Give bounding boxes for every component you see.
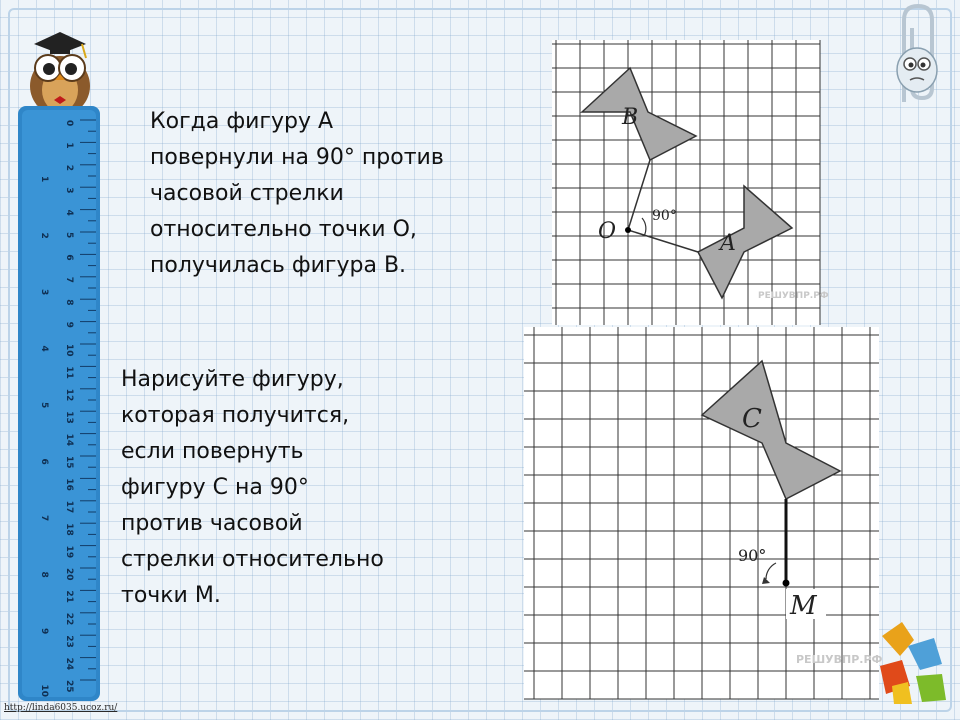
task-text [121,362,461,614]
ruler-number: 13 [64,411,74,424]
ruler-number: 15 [64,456,74,469]
problem-example-text [150,104,510,284]
label-c: C [742,404,762,434]
ruler-number: 0 [64,120,74,127]
task-line: если повернуть [121,439,304,464]
ruler-number: 4 [64,209,74,216]
segment-o-b [628,160,650,230]
ruler-number: 25 [64,680,74,693]
task-line: фигуру С на 90° [121,475,309,500]
example-line: Когда фигуру А [150,109,334,134]
ruler-number: 10 [64,344,74,357]
ruler-number: 21 [64,590,74,603]
ruler-number: 23 [64,635,74,648]
shape-a [698,186,792,298]
point-m [783,580,790,587]
example-rotation-figure [552,40,829,325]
angle-arc [766,563,776,579]
segment-o-a [628,230,698,252]
ruler-number: 24 [64,657,74,671]
example-line: получилась фигура В. [150,253,407,278]
paper-clip-icon [882,2,952,112]
ruler-number: 11 [64,366,74,379]
ruler-number: 9 [64,321,74,328]
shape-b [582,68,696,160]
ruler-number: 7 [64,276,74,284]
angle-arc [642,218,646,236]
ruler-cm-number: 2 [39,232,49,239]
angle-label: 90° [652,208,677,224]
label-b: B [622,105,639,130]
ruler-number: 14 [64,433,74,447]
task-line: точки М. [121,583,221,608]
ruler-number: 20 [64,568,74,581]
source-link[interactable]: http://linda6035.ucoz.ru/ [4,703,118,713]
ruler-cm-number: 8 [39,571,49,578]
ruler-cm-number: 7 [39,515,49,522]
angle-label: 90° [738,546,767,565]
task-line: против часовой [121,511,303,536]
ruler-number: 1 [64,142,74,149]
example-line: часовой стрелки [150,181,344,206]
ruler-number: 17 [64,500,74,514]
task-rotation-figure [524,327,883,699]
ruler-cm-number: 4 [39,345,49,352]
ruler-number: 12 [64,388,74,402]
ruler-number: 3 [64,187,74,194]
label-m: M [790,591,817,621]
example-line: относительно точки О, [150,217,417,242]
watermark: РЕШУВПР.РФ [796,653,883,666]
watermark: РЕШУВПР.РФ [758,291,829,301]
ruler-icon [18,106,100,701]
ruler-cm-number: 10 [39,684,49,698]
ruler-cm-number: 5 [39,402,49,409]
ruler-number: 2 [63,164,74,172]
task-line: стрелки относительно [121,547,384,572]
ruler-number: 22 [64,612,74,626]
ruler-number: 18 [64,523,74,536]
label-o: O [598,219,617,244]
task-line: Нарисуйте фигуру, [121,367,344,392]
ruler-cm-number: 6 [39,458,49,465]
owl-mascot-icon [20,18,100,118]
ruler-number: 16 [64,478,74,491]
label-a: A [720,231,736,256]
ruler-cm-number: 3 [39,289,49,296]
ruler-number: 19 [64,545,74,559]
autumn-leaves-icon [872,616,952,706]
point-o [625,227,631,233]
example-line: повернули на 90° против [150,145,444,170]
ruler-number: 5 [64,232,74,239]
ruler-number: 8 [64,299,74,306]
ruler-cm-number: 9 [39,628,49,635]
shape-c [702,361,840,499]
ruler-number: 6 [64,254,74,261]
ruler-cm-number: 1 [39,176,49,183]
task-line: которая получится, [121,403,350,428]
